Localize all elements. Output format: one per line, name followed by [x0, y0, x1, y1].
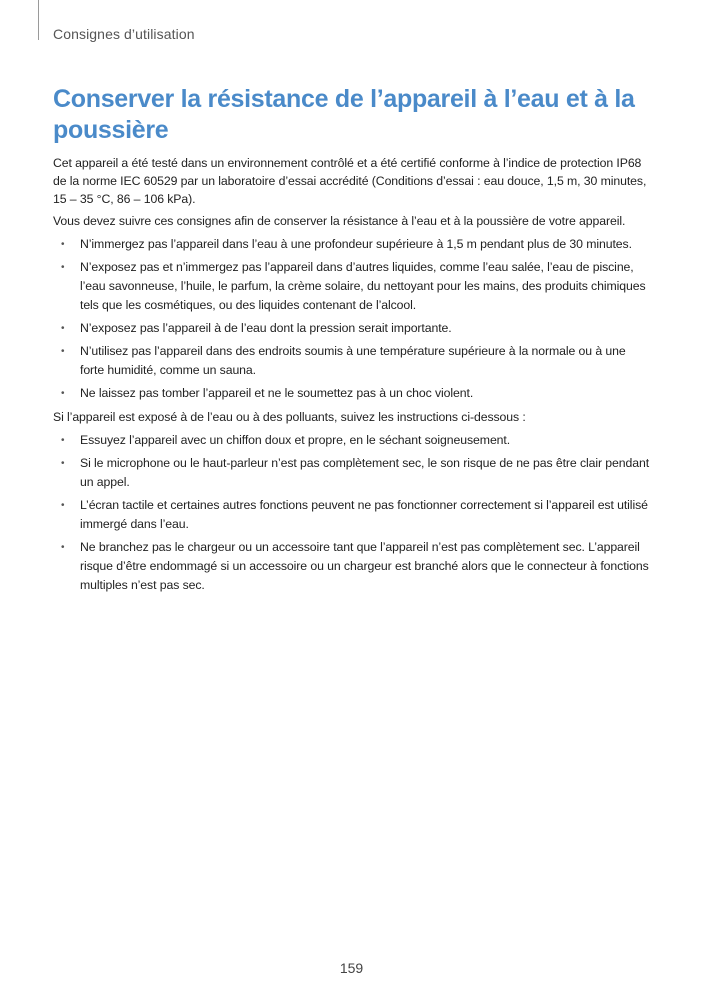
list-item-text: Si le microphone ou le haut-parleur n’est pas complètement sec, le son risque de ne pas être clair pendant un appel.	[80, 456, 650, 489]
list-item-text: N’immergez pas l’appareil dans l’eau à une profondeur supérieure à 1,5 m pendant plus de 30 minutes.	[80, 237, 632, 251]
running-header: Consignes d’utilisation	[53, 26, 195, 42]
list-item	[53, 538, 653, 595]
bullet-icon: •	[61, 346, 65, 357]
instructions-paragraph: Vous devez suivre ces consignes afin de conserver la résistance à l’eau et à la poussière de votre appareil.	[53, 214, 626, 228]
list-item	[53, 496, 653, 534]
bullet-icon: •	[61, 262, 65, 273]
list-item-text: Ne branchez pas le chargeur ou un accessoire tant que l’appareil n’est pas complètement sec. L’appareil risque d’être endommagé si un accessoire ou un chargeur est branché alors que le connecteur à fonctions multiples n’est pas sec.	[80, 540, 649, 592]
list-item-text: L’écran tactile et certaines autres fonctions peuvent ne pas fonctionner correctement si l’appareil est utilisé immergé dans l’eau.	[80, 498, 648, 531]
bullet-icon: •	[61, 323, 65, 334]
bullet-icon: •	[61, 500, 65, 511]
precautions-list	[53, 235, 653, 403]
page-content	[53, 84, 653, 599]
page-number: 159	[339, 960, 364, 976]
list-item	[53, 454, 653, 492]
list-item-text: N’utilisez pas l’appareil dans des endroits soumis à une température supérieure à la normale ou à une forte humidité, comme un sauna.	[80, 344, 626, 377]
list-item-text: N’exposez pas et n’immergez pas l’appareil dans d’autres liquides, comme l’eau salée, l’eau de piscine, l’eau savonneuse, l’huile, le parfum, la crème solaire, du nettoyant pour les mains, des produits chimiques tels que les cosmétiques, ou des liquides contenant de l’alcool.	[80, 260, 646, 312]
list-item	[53, 235, 653, 254]
page-title: Conserver la résistance de l’appareil à l’eau et à la poussière	[53, 85, 635, 144]
list-item	[53, 258, 653, 315]
list-item	[53, 342, 653, 380]
list-item	[53, 431, 653, 450]
bullet-icon: •	[61, 542, 65, 553]
bullet-icon: •	[61, 435, 65, 446]
exposure-paragraph: Si l’appareil est exposé à de l’eau ou à des polluants, suivez les instructions ci-dessous :	[53, 410, 526, 424]
exposure-instructions-list	[53, 431, 653, 595]
list-item-text: Ne laissez pas tomber l’appareil et ne le soumettez pas à un choc violent.	[80, 386, 474, 400]
list-item	[53, 384, 653, 403]
list-item-text: N’exposez pas l’appareil à de l’eau dont la pression serait importante.	[80, 321, 452, 335]
header-rule	[38, 0, 39, 40]
list-item-text: Essuyez l’appareil avec un chiffon doux et propre, en le séchant soigneusement.	[80, 433, 511, 447]
bullet-icon: •	[61, 388, 65, 399]
bullet-icon: •	[61, 239, 65, 250]
bullet-icon: •	[61, 458, 65, 469]
intro-paragraph: Cet appareil a été testé dans un environnement contrôlé et a été certifié conforme à l’indice de protection IP68 de la norme IEC 60529 par un laboratoire d’essai accrédité (Conditions d’essai : eau douce, 1,5 m, 30 minutes, 15 – 35 °C, 86 – 106 kPa).	[53, 156, 647, 206]
list-item	[53, 319, 653, 338]
